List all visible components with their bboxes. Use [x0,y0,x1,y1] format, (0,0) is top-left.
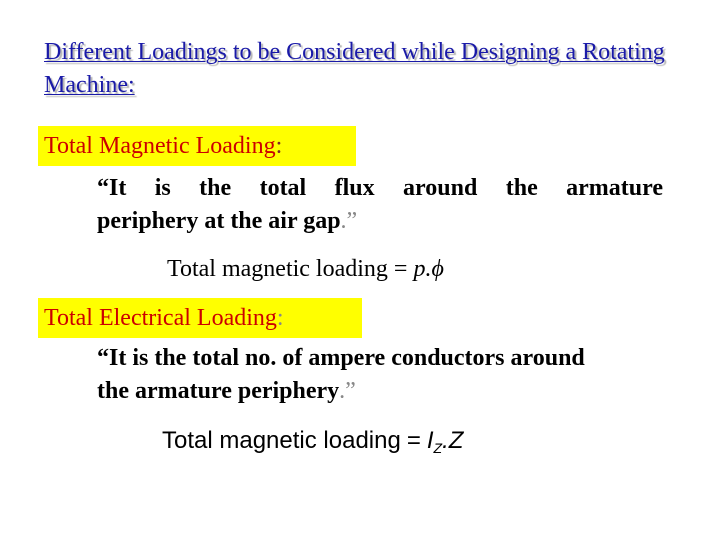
electrical-loading-heading-colon: : [276,305,284,331]
electrical-formula-conductors: .Z [442,427,464,454]
electrical-formula-rhs [427,427,464,454]
electrical-definition-line2: the armature periphery [97,378,340,404]
electrical-formula-subscript: Z [433,440,443,456]
slide-title: Different Loadings to be Considered while Designing a Rotating Machine: [44,39,665,98]
magnetic-formula-rhs: p.ϕ [413,256,444,282]
electrical-definition-end: .” [339,378,356,404]
magnetic-loading-heading-text: Total Magnetic Loading [44,133,276,159]
magnetic-formula-lhs: Total magnetic loading [167,256,388,282]
magnetic-loading-definition [97,172,663,238]
magnetic-definition-line1: “It is the total flux around the armature [97,175,663,201]
electrical-loading-formula [162,426,463,463]
magnetic-loading-formula [167,254,444,284]
magnetic-definition-end: .” [340,208,358,234]
electrical-loading-heading-text: Total Electrical Loading [44,305,277,331]
magnetic-formula-equals: = [393,256,408,282]
magnetic-loading-heading-colon: : [275,133,283,159]
magnetic-definition-line2: periphery at the air gap [97,208,341,234]
electrical-formula-equals: = [406,427,421,454]
electrical-loading-heading [38,298,362,338]
electrical-formula-current: I [426,427,434,454]
electrical-definition-line1: “It is the total no. of ampere conductors around [97,345,585,371]
electrical-loading-definition [97,342,677,408]
magnetic-loading-heading [38,126,356,166]
electrical-formula-lhs: Total magnetic loading [162,427,401,454]
